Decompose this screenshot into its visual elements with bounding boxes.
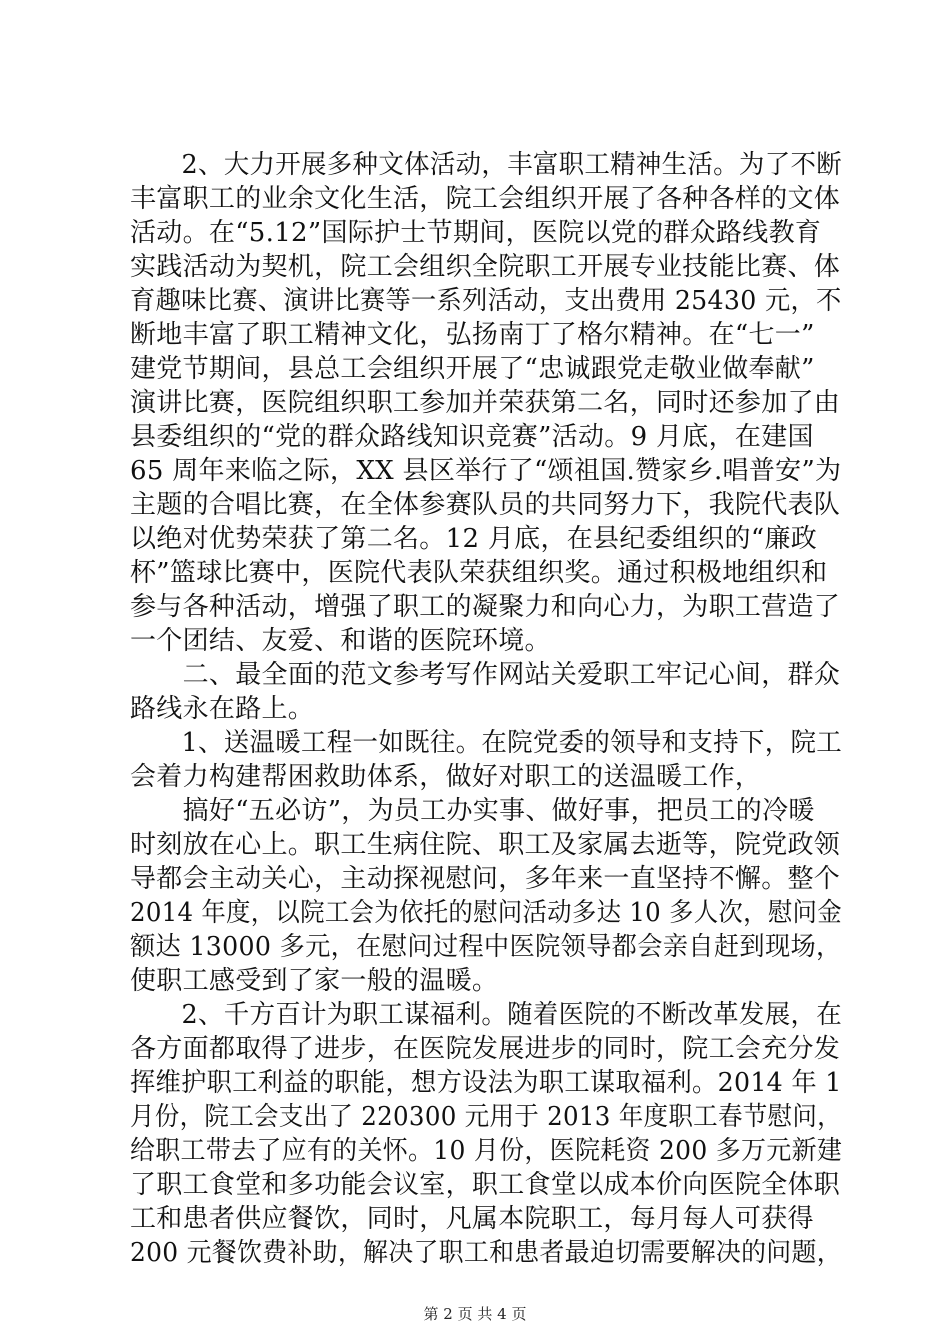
text-line: 主题的合唱比赛，在全体参赛队员的共同努力下，我院代表队 <box>130 490 841 520</box>
text-line: 2、千方百计为职工谋福利。随着医院的不断改革发展，在 <box>130 1000 842 1030</box>
text-line: 给职工带去了应有的关怀。10 月份，医院耗资 200 多万元新建 <box>130 1136 843 1166</box>
text-line: 工和患者供应餐饮，同时，凡属本院职工，每月每人可获得 <box>130 1204 814 1234</box>
section-heading-line: 路线永在路上。 <box>130 694 315 724</box>
text-line: 实践活动为契机，院工会组织全院职工开展专业技能比赛、体 <box>130 252 841 282</box>
text-line: 时刻放在心上。职工生病住院、职工及家属去逝等，院党政领 <box>130 830 841 860</box>
text-line: 了职工食堂和多功能会议室，职工食堂以成本价向医院全体职 <box>130 1170 841 1200</box>
text-line: 搞好“五必访”，为员工办实事、做好事，把员工的冷暖 <box>130 796 815 826</box>
text-line: 使职工感受到了家一般的温暖。 <box>130 966 499 996</box>
text-line: 活动。在“5.12”国际护士节期间，医院以党的群众路线教育 <box>130 218 822 248</box>
text-line: 各方面都取得了进步，在医院发展进步的同时，院工会充分发 <box>130 1034 841 1064</box>
section-heading-line: 二、最全面的范文参考写作网站关爱职工牢记心间，群众 <box>130 660 841 690</box>
text-line: 杯”篮球比赛中，医院代表队荣获组织奖。通过积极地组织和 <box>130 558 828 588</box>
text-line: 2、大力开展多种文体活动，丰富职工精神生活。为了不断 <box>130 150 842 180</box>
text-line: 以绝对优势荣获了第二名。12 月底，在县纪委组织的“廉政 <box>130 524 818 554</box>
text-line: 丰富职工的业余文化生活，院工会组织开展了各种各样的文体 <box>130 184 841 214</box>
text-line: 断地丰富了职工精神文化，弘扬南丁了格尔精神。在“七一” <box>130 320 815 350</box>
text-line: 200 元餐饮费补助，解决了职工和患者最迫切需要解决的问题， <box>130 1238 842 1268</box>
text-line: 育趣味比赛、演讲比赛等一系列活动，支出费用 25430 元，不 <box>130 286 842 316</box>
text-line: 1、送温暖工程一如既往。在院党委的领导和支持下，院工 <box>130 728 842 758</box>
text-line: 县委组织的“党的群众路线知识竞赛”活动。9 月底，在建国 <box>130 422 814 452</box>
text-line: 导都会主动关心，主动探视慰问，多年来一直坚持不懈。整个 <box>130 864 841 894</box>
text-line: 参与各种活动，增强了职工的凝聚力和向心力，为职工营造了 <box>130 592 841 622</box>
page-number-footer: 第 2 页 共 4 页 <box>423 1305 527 1323</box>
text-line: 建党节期间，县总工会组织开展了“忠诚跟党走敬业做奉献” <box>130 354 815 384</box>
text-line: 挥维护职工利益的职能，想方设法为职工谋取福利。2014 年 1 <box>130 1068 842 1098</box>
text-line: 会着力构建帮困救助体系，做好对职工的送温暖工作， <box>130 762 762 792</box>
text-line: 一个团结、友爱、和谐的医院环境。 <box>130 626 551 656</box>
text-line: 额达 13000 多元，在慰问过程中医院领导都会亲自赶到现场， <box>130 932 842 962</box>
text-line: 月份，院工会支出了 220300 元用于 2013 年度职工春节慰问， <box>130 1102 842 1132</box>
text-line: 2014 年度，以院工会为依托的慰问活动多达 10 多人次，慰问金 <box>130 898 842 928</box>
text-line: 65 周年来临之际，XX 县区举行了“颂祖国.赞家乡.唱普安”为 <box>130 456 842 486</box>
text-line: 演讲比赛，医院组织职工参加并荣获第二名，同时还参加了由 <box>130 388 841 418</box>
